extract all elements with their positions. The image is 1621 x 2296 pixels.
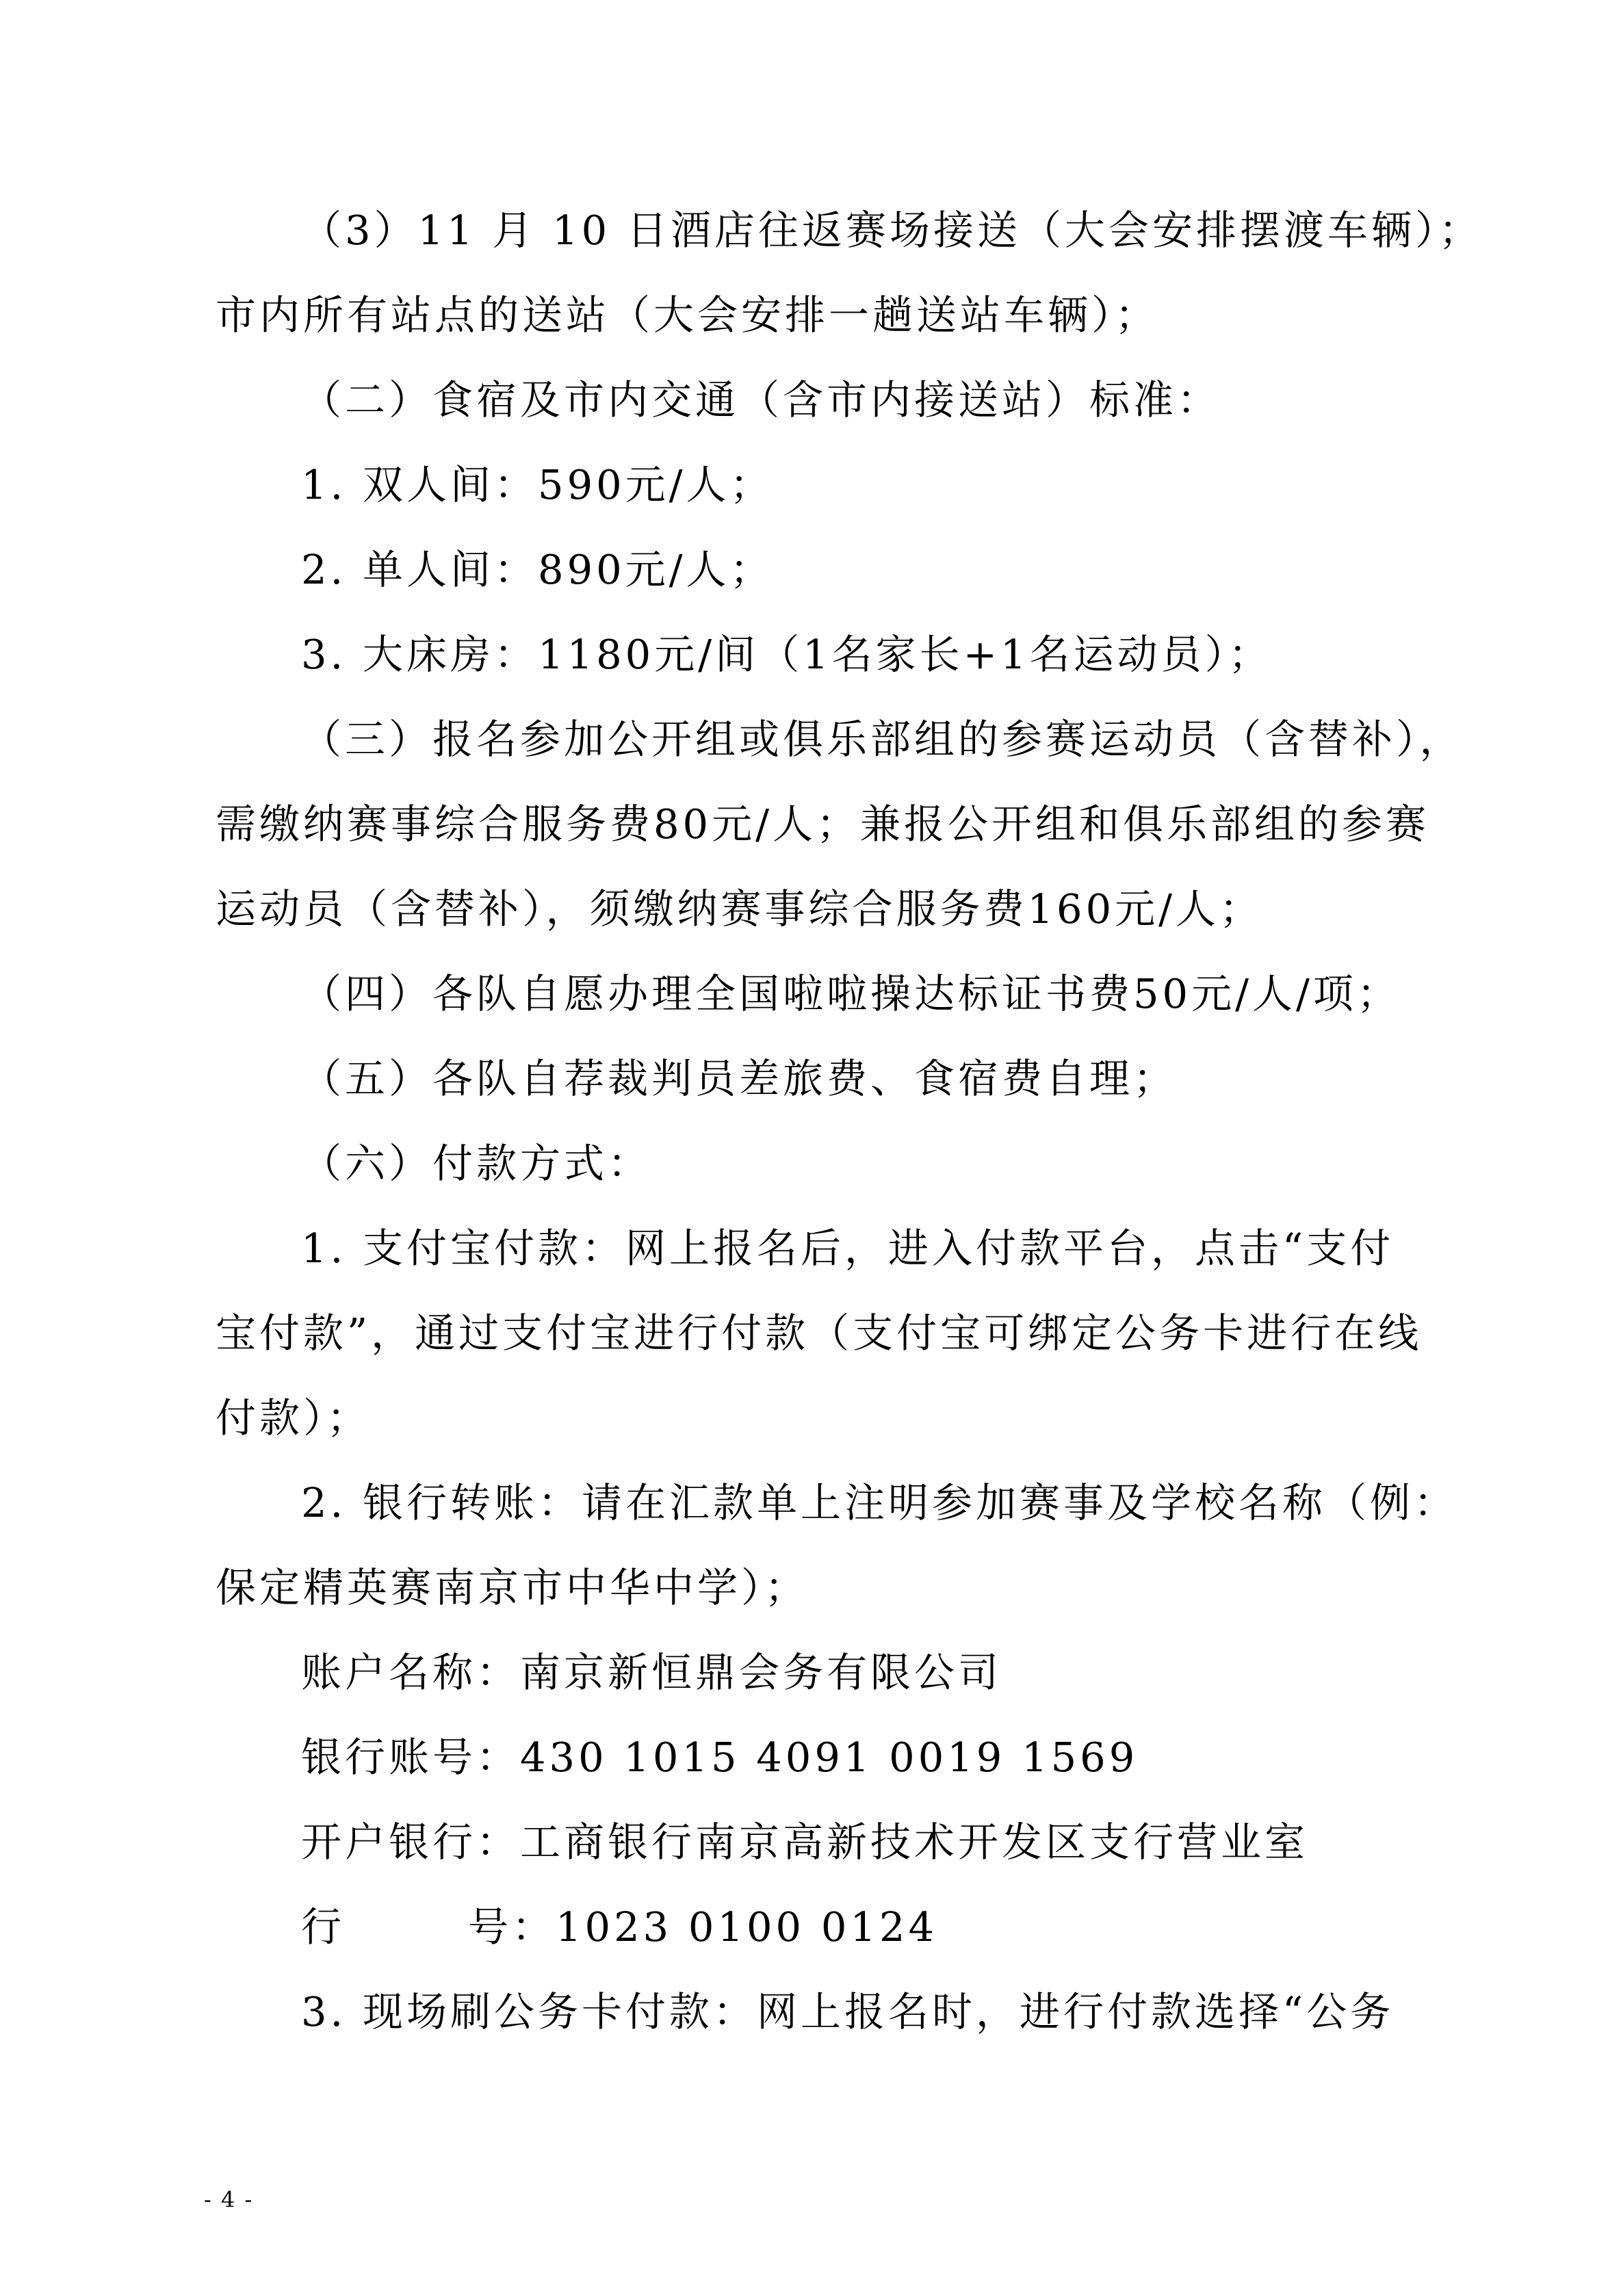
paragraph-line: 保定精英赛南京市中华中学）；: [216, 1564, 809, 1611]
paragraph-line: （四）各队自愿办理全国啦啦操达标证书费50元/人/项；: [301, 970, 1401, 1017]
account-name: 账户名称：南京新恒鼎会务有限公司: [301, 1649, 1002, 1696]
bank-code-label-start: 行: [301, 1903, 346, 1951]
opening-bank: 开户银行：工商银行南京高新技术开发区支行营业室: [301, 1818, 1309, 1866]
paragraph-line: 付款）；: [216, 1394, 371, 1441]
paragraph-line: （五）各队自荐裁判员差旅费、食宿费自理；: [301, 1055, 1178, 1102]
bank-code-value: 号：1023 0100 0124: [468, 1903, 937, 1951]
page-number: - 4 -: [204, 2187, 254, 2213]
paragraph-line: 需缴纳赛事综合服务费80元/人；兼报公开组和俱乐部组的参赛: [216, 800, 1429, 848]
section-heading-payment: （六）付款方式：: [301, 1140, 652, 1187]
list-item: 3. 大床房：1180元/间（1名家长+1名运动员）；: [301, 631, 1273, 678]
list-item: 1. 双人间：590元/人；: [301, 461, 774, 508]
list-item: 3. 现场刷公务卡付款：网上报名时，进行付款选择“公务: [301, 1988, 1395, 2035]
section-heading-food-lodging: （二）食宿及市内交通（含市内接送站）标准：: [301, 376, 1221, 423]
bank-account-number: 银行账号：430 1015 4091 0019 1569: [301, 1734, 1139, 1781]
list-item: 2. 单人间：890元/人；: [301, 546, 774, 593]
paragraph-line: 宝付款”，通过支付宝进行付款（支付宝可绑定公务卡进行在线: [216, 1309, 1423, 1357]
paragraph-line: （三）报名参加公开组或俱乐部组的参赛运动员（含替补），: [301, 716, 1464, 763]
list-item: 1. 支付宝付款：网上报名后，进入付款平台，点击“支付: [301, 1225, 1395, 1272]
paragraph-line: 市内所有站点的送站（大会安排一趟送站车辆）；: [216, 291, 1159, 339]
paragraph-line: （3）11 月 10 日酒店往返赛场接送（大会安排摆渡车辆）；: [301, 207, 1483, 254]
bank-code: [301, 1900, 937, 1955]
list-item: 2. 银行转账：请在汇款单上注明参加赛事及学校名称（例：: [301, 1479, 1458, 1526]
paragraph-line: 运动员（含替补），须缴纳赛事综合服务费160元/人；: [216, 885, 1263, 932]
